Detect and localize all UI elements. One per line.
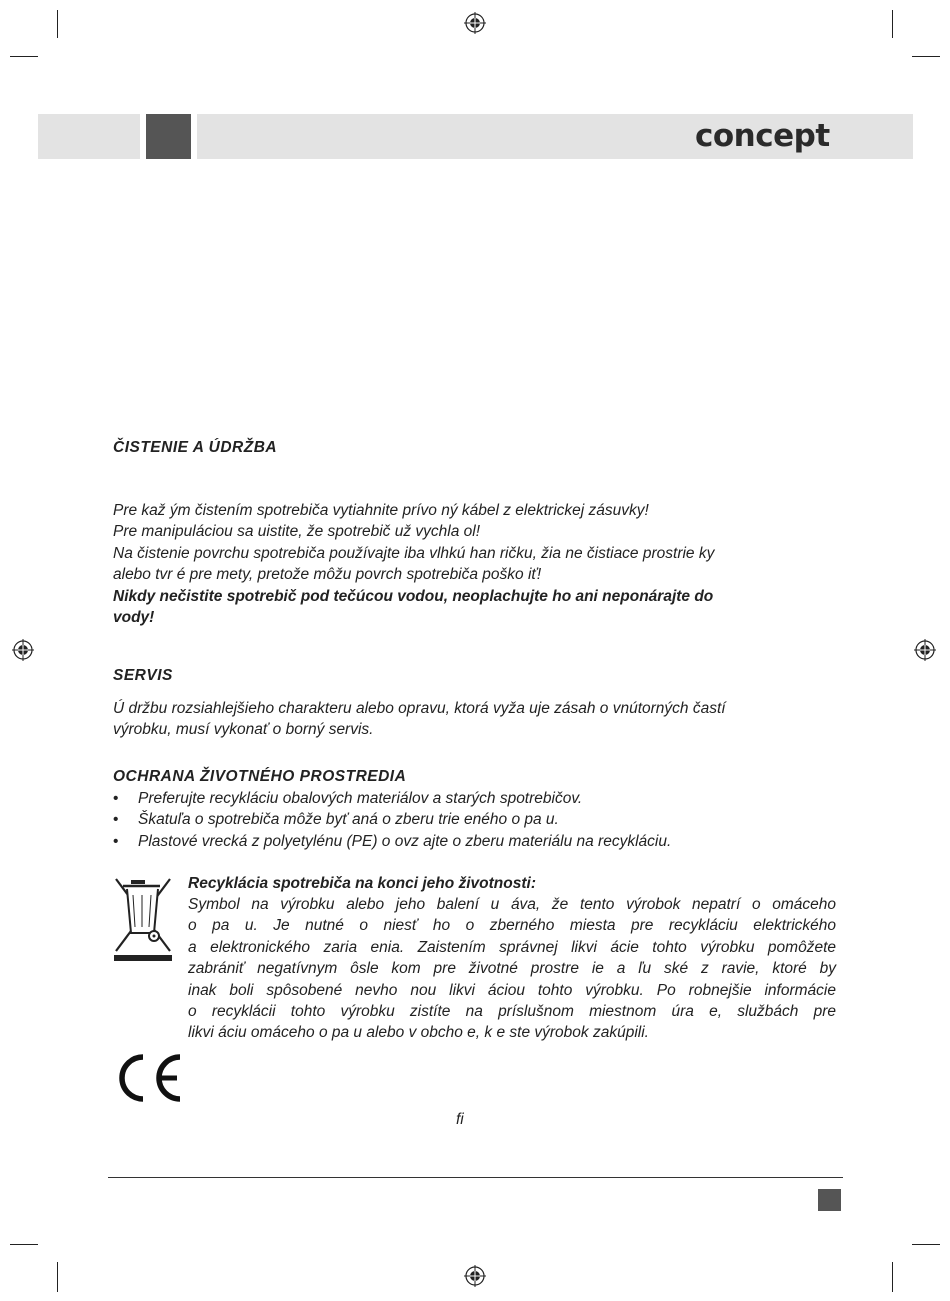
recycling-line: o recyklácii tohto výrobku zistíte na príslušnom miestnom úra e, službách pre (188, 1002, 836, 1020)
crop-mark (912, 1244, 940, 1245)
recycling-body (188, 894, 836, 1044)
cleaning-warning-line: vody! (113, 608, 155, 626)
registration-mark-icon (914, 639, 936, 661)
crop-mark (892, 10, 893, 38)
environment-bullets (113, 788, 843, 852)
recycling-line: zabrániť negatívnym ôsle kom pre životné prostre ie a ľu ské z ravie, ktoré by (188, 960, 836, 978)
service-line: výrobku, musí vykonať o borný servis. (113, 721, 374, 739)
crop-mark (57, 10, 58, 38)
list-item (113, 788, 843, 809)
registration-mark-icon (12, 639, 34, 661)
recycling-line: Symbol na výrobku alebo jeho balení u áva, že tento výrobok nepatrí o omáceho (188, 896, 836, 913)
cleaning-warning-line: Nikdy nečistite spotrebič pod tečúcou vodou, neoplachujte ho ani neponárajte do (113, 587, 714, 605)
bullet-text: Preferujte recykláciu obalových materiálov a starých spotrebičov. (138, 790, 583, 807)
bullet-glyph: • (113, 832, 119, 850)
cleaning-line: alebo tvr é pre mety, pretože môžu povrch spotrebiča poško iť! (113, 566, 542, 584)
crop-mark (10, 56, 38, 57)
footer-page-box (818, 1189, 841, 1211)
crop-mark (10, 1244, 38, 1245)
section-title-cleaning: ČISTENIE A ÚDRŽBA (113, 439, 278, 456)
cleaning-line: Pre manipuláciou sa uistite, že spotrebič už vychla ol! (113, 523, 481, 541)
bullet-text: Plastové vrecká z polyetylénu (PE) o ovz ajte o zberu materiálu na recykláciu. (138, 832, 672, 850)
weee-crossed-bin-icon (112, 875, 174, 963)
list-item (113, 809, 843, 830)
list-item (113, 831, 843, 852)
recycling-line: inak boli spôsobené nevho nou likvi áciou tohto výrobku. Po robnejšie informácie (188, 981, 836, 999)
crop-mark (57, 1262, 58, 1292)
recycling-line-last: likvi áciu omáceho o pa u alebo v obcho e, k e ste výrobok zakúpili. (188, 1024, 649, 1042)
recycling-title: Recyklácia spotrebiča na konci jeho životnosti: (188, 875, 536, 892)
section-title-service: SERVIS (113, 667, 173, 684)
crop-mark (892, 1262, 893, 1292)
brand-logo: concept (695, 118, 830, 154)
service-line: Ú držbu rozsiahlejšieho charakteru alebo opravu, ktorá vyža uje zásah o vnútorných častí (113, 700, 726, 717)
crop-mark (912, 56, 940, 57)
service-body (113, 698, 843, 741)
footer-rule (108, 1177, 843, 1178)
header-page-tab (146, 114, 191, 159)
bullet-glyph: • (113, 790, 119, 807)
registration-mark-icon (464, 1265, 486, 1287)
bullet-text: Škatuľa o spotrebiča môže byť aná o zberu trie eného o pa u. (138, 811, 559, 829)
recycling-line: a elektronického zaria enia. Zaistením správnej likvi ácie tohto výrobku pomôžete (188, 938, 836, 956)
recycling-line: o pa u. Je nutné o niesť ho o zberného miesta pre recykláciu elektrického (188, 917, 836, 935)
ce-mark-icon (111, 1052, 185, 1104)
cleaning-body (113, 500, 843, 628)
header-band-left (38, 114, 140, 159)
cleaning-line: Na čistenie povrchu spotrebiča používajte iba vlhkú han ričku, žia ne čistiace prostrie ky (113, 544, 715, 562)
section-title-environment: OCHRANA ŽIVOTNÉHO PROSTREDIA (113, 768, 407, 785)
footer-glyph: fi (456, 1111, 464, 1128)
registration-mark-icon (464, 12, 486, 34)
cleaning-line: Pre kaž ým čistením spotrebiča vytiahnite prívo ný kábel z elektrickej zásuvky! (113, 502, 649, 519)
bullet-glyph: • (113, 811, 119, 829)
